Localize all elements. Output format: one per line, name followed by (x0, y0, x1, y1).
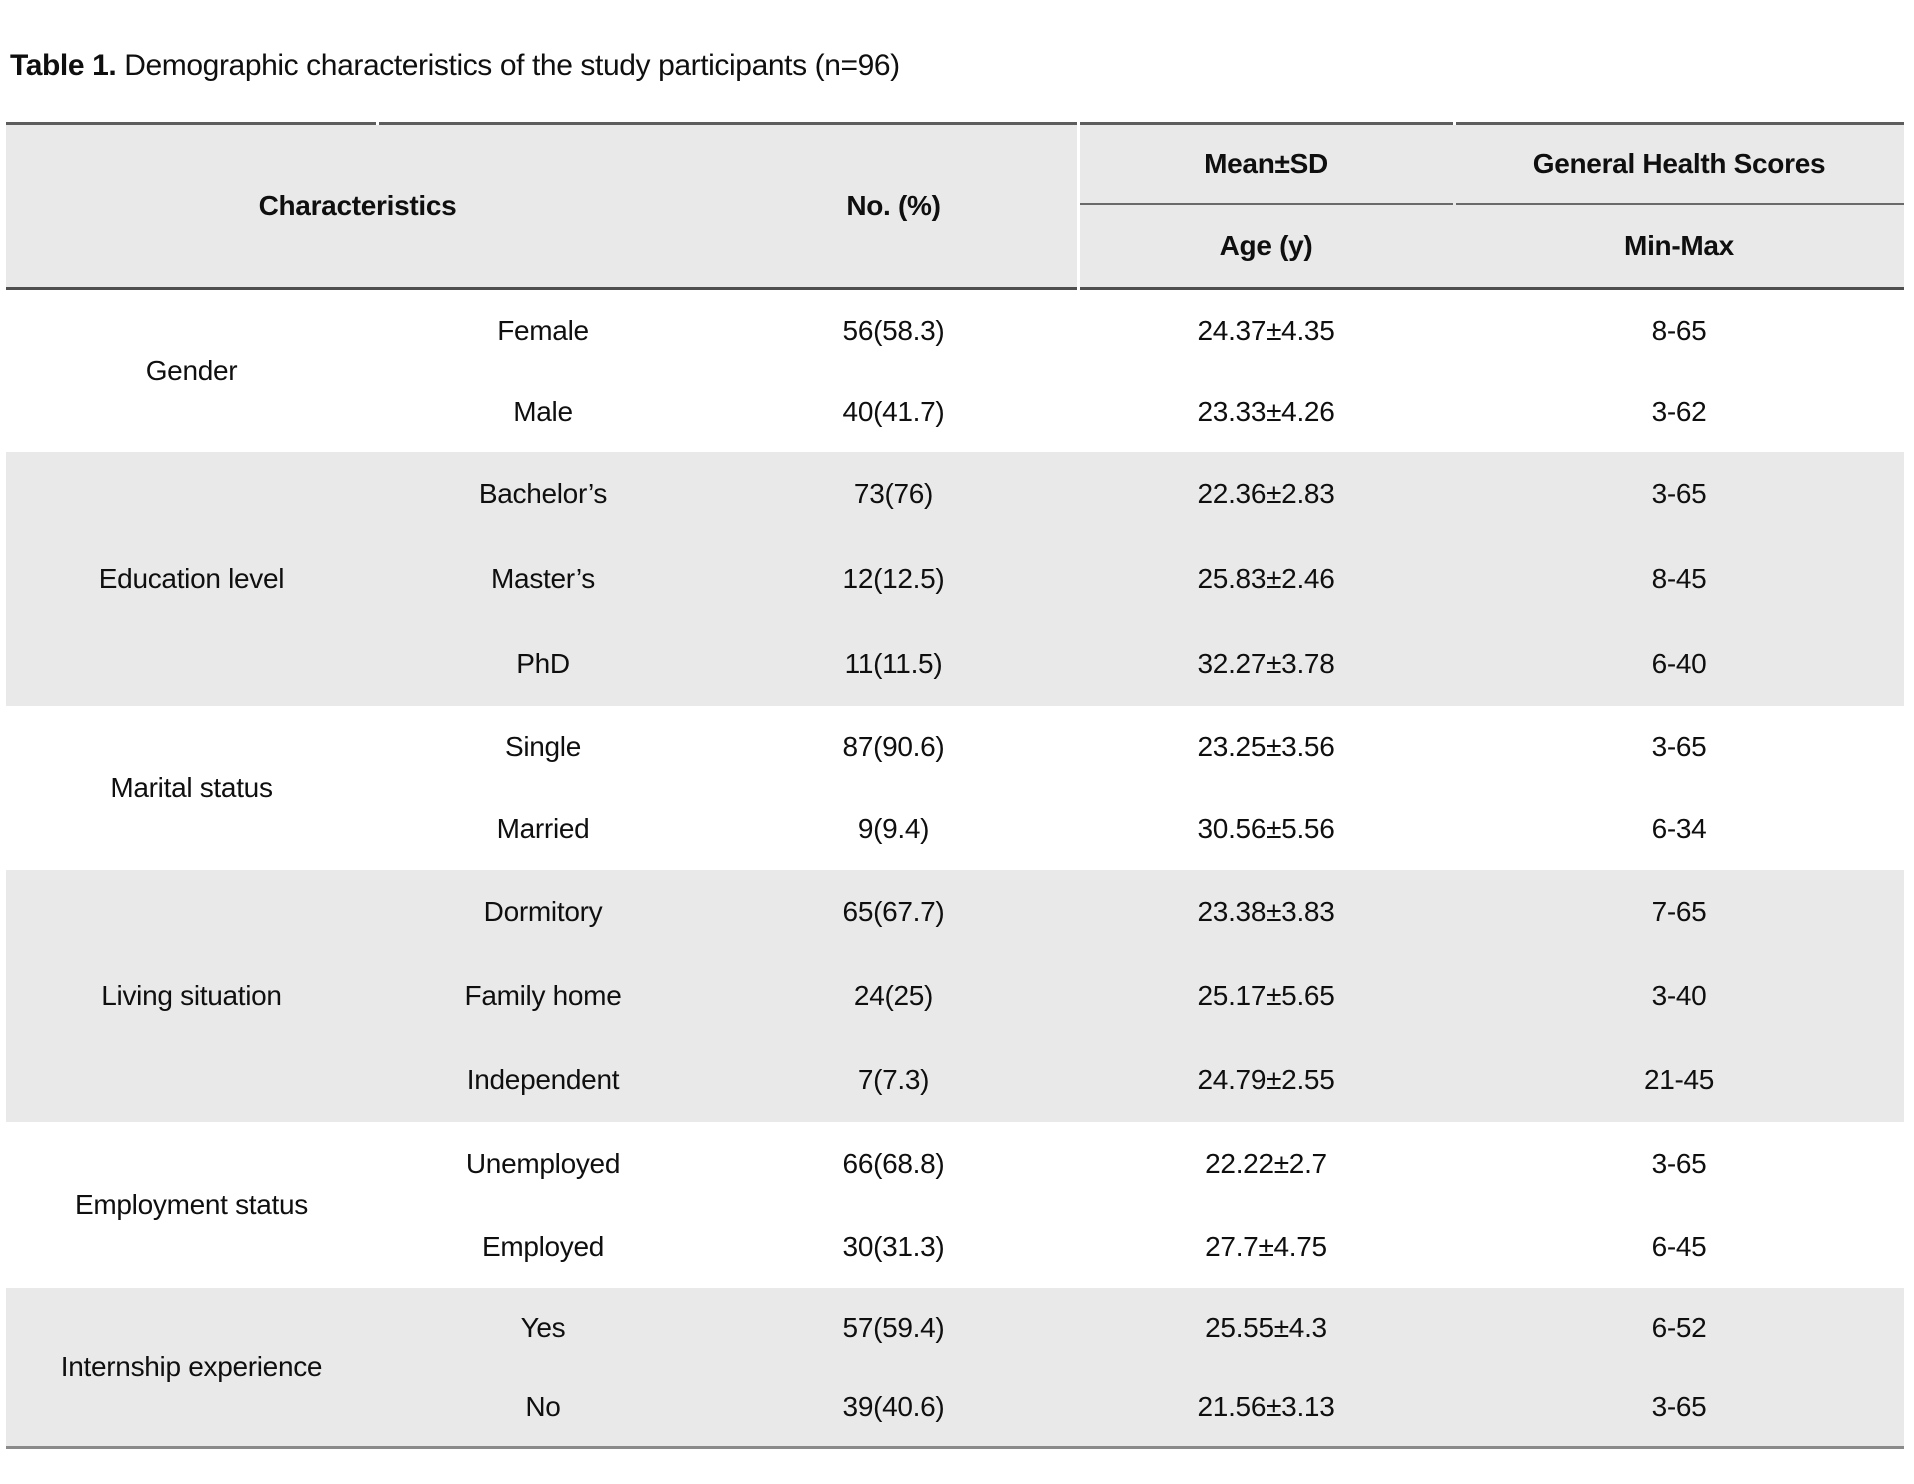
no-pct-cell: 66(68.8) (842, 1147, 945, 1179)
category-cell: Employed (481, 1230, 605, 1262)
border-gap (1453, 201, 1456, 206)
section-label: Employment status (75, 1189, 308, 1220)
category-cell: Family home (464, 980, 622, 1011)
no-pct-cell: 9(9.4) (857, 813, 930, 844)
header-age: Age (y) (1219, 230, 1313, 261)
category-cell: PhD (516, 647, 570, 679)
age-cell: 27.7±4.75 (1205, 1230, 1327, 1262)
age-cell: 23.25±3.56 (1197, 731, 1335, 762)
min-max-cell: 8-65 (1651, 314, 1707, 346)
min-max-cell: 7-65 (1651, 896, 1707, 927)
no-pct-cell: 40(41.7) (842, 395, 945, 427)
min-max-cell: 3-62 (1651, 395, 1707, 427)
min-max-cell: 6-34 (1651, 813, 1707, 844)
section-label: Education level (98, 562, 285, 594)
category-cell: Single (504, 731, 582, 762)
section-education-level (6, 452, 1904, 706)
table-header (6, 122, 1904, 290)
section-label: Gender (145, 355, 238, 386)
category-cell: Master’s (491, 562, 595, 594)
no-pct-cell: 56(58.3) (842, 314, 945, 346)
caption-text: Demographic characteristics of the study participants (n=96) (116, 49, 900, 82)
age-cell: 30.56±5.56 (1197, 813, 1335, 844)
no-pct-cell: 65(67.7) (842, 896, 945, 927)
section-gender (6, 290, 1904, 452)
category-cell: No (525, 1390, 561, 1422)
section-label: Living situation (101, 980, 282, 1011)
min-max-cell: 6-40 (1651, 647, 1707, 679)
table-caption (10, 48, 1914, 84)
age-cell: 22.22±2.7 (1205, 1147, 1327, 1179)
age-cell: 24.37±4.35 (1197, 314, 1335, 346)
header-general-health-scores: General Health Scores (1454, 125, 1904, 205)
section-label: Internship experience (60, 1351, 323, 1382)
header-mean-sd: Mean±SD (1078, 125, 1454, 205)
header-min-max: Min-Max (1624, 230, 1734, 261)
min-max-cell: 3-65 (1651, 731, 1707, 762)
age-cell: 24.79±2.55 (1197, 1064, 1335, 1095)
header-characteristics: Characteristics (258, 190, 457, 221)
section-label: Marital status (110, 772, 273, 803)
no-pct-cell: 12(12.5) (842, 562, 945, 594)
category-cell: Yes (520, 1311, 566, 1343)
age-cell: 25.17±5.65 (1197, 980, 1335, 1011)
category-cell: Female (497, 314, 589, 346)
caption-label: Table 1. (10, 49, 117, 82)
min-max-cell: 6-52 (1651, 1311, 1707, 1343)
age-cell: 25.83±2.46 (1197, 562, 1335, 594)
min-max-cell: 8-45 (1651, 562, 1707, 594)
min-max-cell: 3-65 (1651, 1390, 1707, 1422)
no-pct-cell: 30(31.3) (842, 1230, 945, 1262)
demographics-table (6, 122, 1904, 1449)
age-cell: 21.56±3.13 (1197, 1390, 1335, 1422)
no-pct-cell: 24(25) (853, 980, 934, 1011)
age-cell: 25.55±4.3 (1205, 1311, 1327, 1343)
no-pct-cell: 7(7.3) (857, 1064, 930, 1095)
border-gap (1453, 122, 1456, 125)
no-pct-cell: 57(59.4) (842, 1311, 945, 1343)
section-marital-status (6, 706, 1904, 870)
no-pct-cell: 73(76) (853, 478, 934, 510)
no-pct-cell: 11(11.5) (844, 647, 943, 679)
category-cell: Dormitory (483, 896, 603, 927)
header-column-separator (1077, 122, 1080, 291)
age-cell: 23.38±3.83 (1197, 896, 1335, 927)
category-cell: Independent (466, 1064, 620, 1095)
table-bottom-border (6, 1446, 1904, 1449)
age-cell: 23.33±4.26 (1197, 395, 1335, 427)
header-no-pct: No. (%) (846, 190, 941, 221)
age-cell: 32.27±3.78 (1197, 647, 1335, 679)
border-gap (376, 122, 379, 125)
no-pct-cell: 87(90.6) (842, 731, 945, 762)
min-max-cell: 6-45 (1651, 1230, 1707, 1262)
min-max-cell: 21-45 (1643, 1064, 1715, 1095)
min-max-cell: 3-65 (1651, 1147, 1707, 1179)
category-cell: Bachelor’s (478, 478, 608, 510)
category-cell: Male (513, 395, 573, 427)
category-cell: Unemployed (465, 1147, 621, 1179)
section-living-situation (6, 870, 1904, 1122)
section-employment-status (6, 1122, 1904, 1288)
age-cell: 22.36±2.83 (1197, 478, 1335, 510)
min-max-cell: 3-40 (1651, 980, 1707, 1011)
min-max-cell: 3-65 (1651, 478, 1707, 510)
category-cell: Married (496, 813, 590, 844)
no-pct-cell: 39(40.6) (842, 1390, 945, 1422)
section-internship-experience (6, 1288, 1904, 1446)
